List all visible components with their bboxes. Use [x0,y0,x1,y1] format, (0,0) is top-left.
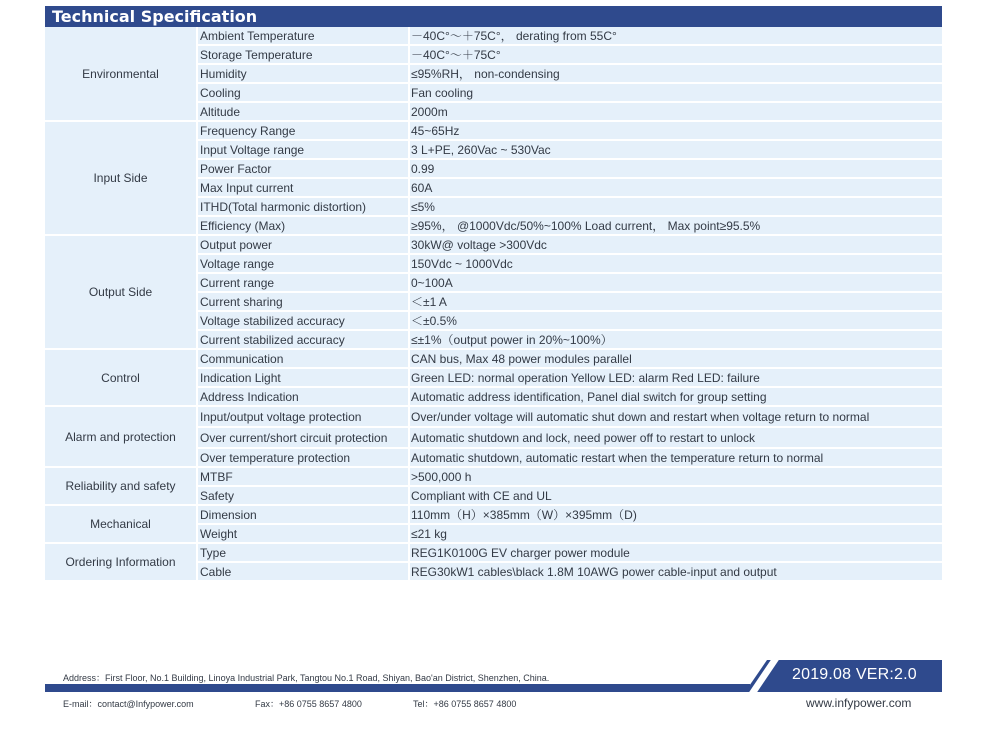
spec-label: Safety [197,486,409,505]
spec-value: 60A [409,178,942,197]
spec-category: Mechanical [45,505,197,543]
website-link[interactable]: www.infypower.com [806,696,912,710]
spec-category: Input Side [45,121,197,235]
spec-value: －40C°～＋75C°， derating from 55C° [409,27,942,45]
spec-label: MTBF [197,467,409,486]
spec-label: Over temperature protection [197,448,409,467]
spec-label: Ambient Temperature [197,27,409,45]
spec-value: ≤95%RH， non-condensing [409,64,942,83]
fax-number: Fax：+86 0755 8657 4800 [255,699,362,709]
version-label: 2019.08 VER:2.0 [792,666,917,683]
spec-label: Current range [197,273,409,292]
spec-value: 110mm（H）×385mm（W）×395mm（D) [409,505,942,524]
spec-value: 2000m [409,102,942,121]
spec-value: 0.99 [409,159,942,178]
spec-value: Fan cooling [409,83,942,102]
spec-value: Green LED: normal operation Yellow LED: alarm Red LED: failure [409,368,942,387]
spec-value: Automatic shutdown, automatic restart when the temperature return to normal [409,448,942,467]
spec-label: Output power [197,235,409,254]
spec-label: Weight [197,524,409,543]
spec-label: Humidity [197,64,409,83]
spec-value: >500,000 h [409,467,942,486]
spec-label: Cable [197,562,409,581]
spec-label: Cooling [197,83,409,102]
spec-category: Ordering Information [45,543,197,581]
spec-label: Dimension [197,505,409,524]
spec-value: REG30kW1 cables\black 1.8M 10AWG power cable-input and output [409,562,942,581]
spec-label: Max Input current [197,178,409,197]
contact-email[interactable]: E-mail：contact@Infypower.com [63,699,194,709]
spec-value: REG1K0100G EV charger power module [409,543,942,562]
spec-table [45,27,942,582]
spec-value: ≤±1%（output power in 20%~100%） [409,330,942,349]
spec-value: Over/under voltage will automatic shut down and restart when voltage return to normal [409,406,942,427]
spec-category: Alarm and protection [45,406,197,467]
spec-category: Reliability and safety [45,467,197,505]
spec-row [45,467,942,486]
spec-label: ITHD(Total harmonic distortion) [197,197,409,216]
spec-label: Altitude [197,102,409,121]
spec-label: Communication [197,349,409,368]
spec-label: Voltage range [197,254,409,273]
spec-label: Voltage stabilized accuracy [197,311,409,330]
spec-value: 0~100A [409,273,942,292]
spec-value: 30kW@ voltage >300Vdc [409,235,942,254]
spec-row [45,505,942,524]
spec-label: Input/output voltage protection [197,406,409,427]
spec-label: Type [197,543,409,562]
spec-row [45,235,942,254]
spec-value: ≤21 kg [409,524,942,543]
spec-label: Storage Temperature [197,45,409,64]
spec-label: Current stabilized accuracy [197,330,409,349]
spec-value: Automatic shutdown and lock, need power off to restart to unlock [409,427,942,448]
spec-label: Address Indication [197,387,409,406]
spec-row [45,349,942,368]
footer-divider [45,684,750,692]
spec-value: CAN bus, Max 48 power modules parallel [409,349,942,368]
spec-label: Indication Light [197,368,409,387]
spec-value: －40C°～＋75C° [409,45,942,64]
spec-label: Frequency Range [197,121,409,140]
spec-label: Input Voltage range [197,140,409,159]
spec-category: Environmental [45,27,197,121]
spec-value: Automatic address identification, Panel dial switch for group setting [409,387,942,406]
spec-value: ≤5% [409,197,942,216]
spec-row [45,543,942,562]
spec-label: Current sharing [197,292,409,311]
spec-value: ＜±1 A [409,292,942,311]
spec-label: Efficiency (Max) [197,216,409,235]
company-address: Address：First Floor, No.1 Building, Linoya Industrial Park, Tangtou No.1 Road, Shiyan, Bao'an District, Shenzhen, China. [63,673,550,683]
spec-row [45,27,942,45]
spec-value: 45~65Hz [409,121,942,140]
spec-row [45,121,942,140]
spec-category: Control [45,349,197,406]
spec-label: Over current/short circuit protection [197,427,409,448]
spec-value: 150Vdc ~ 1000Vdc [409,254,942,273]
section-title: Technical Specification [45,6,942,27]
spec-value: ≥95%， @1000Vdc/50%~100% Load current， Max point≥95.5% [409,216,942,235]
spec-row [45,406,942,427]
spec-value: Compliant with CE and UL [409,486,942,505]
spec-category: Output Side [45,235,197,349]
spec-label: Power Factor [197,159,409,178]
spec-value: ＜±0.5% [409,311,942,330]
phone-number: Tel：+86 0755 8657 4800 [413,699,517,709]
spec-value: 3 L+PE, 260Vac ~ 530Vac [409,140,942,159]
